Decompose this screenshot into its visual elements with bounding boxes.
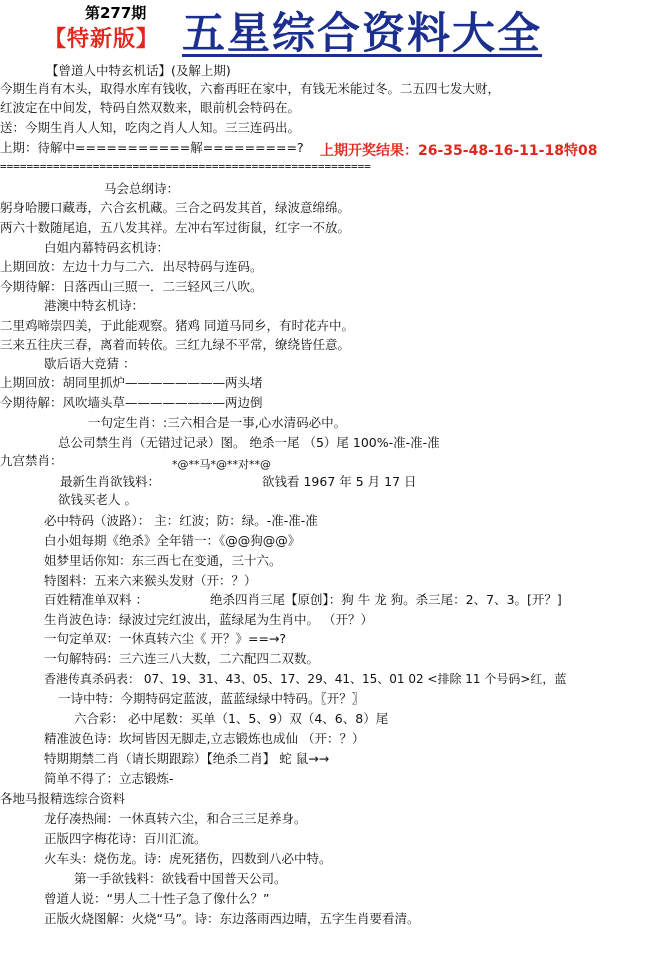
text-line: 最新生肖欲钱料：	[60, 474, 161, 489]
text-line: 今期待解：风吹墙头草————————两边倒	[0, 395, 263, 410]
text-line: *@**马*@**对**@	[172, 458, 271, 471]
text-line: 今期生肖有木头，取得水库有钱收，六畜再旺在家中，有钱无米能过冬。二五四七发大财，	[0, 81, 501, 96]
text-line: 百姓精准单双料 ：	[44, 592, 148, 607]
section-heading-baijie: 白姐内幕特码玄机诗：	[44, 240, 170, 255]
text-line: 欲钱买老人 。	[58, 492, 137, 507]
section-heading-xiehouyu: 歇后语大竞猜 ：	[44, 356, 136, 371]
text-line: 三来五往庆三春，离着而转依。三红九绿不平常，缭绕皆任意。	[0, 337, 351, 352]
text-line: 特图料：五来六来猴头发财（开：？）	[44, 573, 257, 588]
last-draw-result: 上期开奖结果：26-35-48-16-11-18特08	[320, 143, 598, 159]
text-line: 姐梦里话你知：东三西七在变通，三十六。	[44, 553, 282, 568]
text-line: 简单不得了：立志锻炼-	[44, 771, 174, 786]
text-line: 精准波色诗：坎坷皆因无脚走,立志锻炼也成仙 （开：？）	[44, 731, 365, 746]
section-heading-zengdaoren: 【曾道人中特玄机话】(及解上期)	[46, 63, 231, 78]
section-heading-mabao: 各地马报精选综合资料	[0, 791, 126, 806]
text-line: 绝杀四肖三尾【原创】：狗 牛 龙 狗。杀三尾：2、7、3。[开？]	[210, 592, 562, 607]
text-line: 躬身哈腰口藏毒，六合玄机藏。三合之码发其首，绿波意绵绵。	[0, 200, 351, 215]
text-line: 上期：待解中===========解=========?	[0, 140, 304, 155]
text-line: 正版四字梅花诗：百川汇流。	[44, 831, 207, 846]
text-line: 上期回放：左边十力与二六．出尽特码与连码。	[0, 259, 263, 274]
text-line: 两六十数随尾追，五八发其祥。左冲右军过街鼠，红字一不放。	[0, 220, 351, 235]
text-line: 六合彩： 必中尾数：买单（1、5、9）双（4、6、8）尾	[74, 711, 389, 726]
text-line: 今期待解：日落西山三照一．二三轻风三八吹。	[0, 279, 263, 294]
text-line: 龙仔凑热闹：一休真转六尘，和合三三足养身。	[44, 811, 307, 826]
section-heading-gangao: 港澳中特玄机诗：	[44, 298, 145, 313]
text-line: 一句定单双：一休真转六尘《 开？》==→?	[44, 631, 287, 646]
edition-label: 【特新版】	[44, 27, 160, 52]
text-line: 总公司禁生肖（无错过记录）图。 绝杀一尾 （5）尾 100%-准-准-准	[58, 435, 440, 450]
text-line: 欲钱看 1967 年 5 月 17 日	[262, 474, 417, 489]
text-line: 一诗中特：今期特码定蓝波，蓝蓝绿绿中特码。〖开？〗	[58, 691, 365, 706]
text-line: 正版火烧图解：火烧“马”。诗：东边落雨西边晴，五字生肖要看清。	[44, 911, 420, 926]
text-line: 上期回放：胡同里抓炉————————两头堵	[0, 375, 263, 390]
issue-number: 第277期	[85, 4, 147, 22]
text-line: 生肖波色诗：绿波过完红波出，蓝绿尾为生肖中。 （开？）	[44, 612, 373, 627]
section-heading-mahui: 马会总纲诗：	[104, 181, 180, 196]
text-line: 一句定生肖：:三六相合是一事,心水清码必中。	[88, 415, 347, 430]
text-line: 必中特码（波路）： 主：红波；防：绿。-准-准-准	[44, 513, 318, 528]
text-line: 二里鸡啼崇四美，于此能观察。猪鸡 同道马同乡，有时花卉中。	[0, 318, 354, 333]
text-line: 第一手欲钱料：欲钱看中国普天公司。	[74, 871, 287, 886]
text-line: 曾道人说：“男人二十性子急了像什么？”	[44, 891, 270, 906]
text-line: 白小姐每期《绝杀》全年错一：《@@狗@@》	[44, 533, 301, 548]
text-line: 香港传真杀码表： 07、19、31、43、05、17、29、41、15、01 02 <排除 11 个号码>红，蓝	[44, 672, 567, 686]
text-line: 火车头：烧伤龙。诗：虎死猪伤，四数到八必中特。	[44, 851, 332, 866]
divider-rule: ========================================================	[0, 160, 371, 173]
text-line: 九宫禁肖：	[0, 453, 63, 468]
text-line: 红波定在中间发，特码自然双数来，眼前机会特码在。	[0, 100, 301, 115]
text-line: 送：今期生肖人人知，吃肉之肖人人知。三三连码出。	[0, 120, 301, 135]
text-line: 一句解特码：三六连三八大数，二六配四二双数。	[44, 651, 320, 666]
page-title: 五星综合资料大全	[182, 9, 542, 59]
text-line: 特期期禁二肖（请长期跟踪）【绝杀二肖】 蛇 鼠→→	[44, 751, 330, 766]
